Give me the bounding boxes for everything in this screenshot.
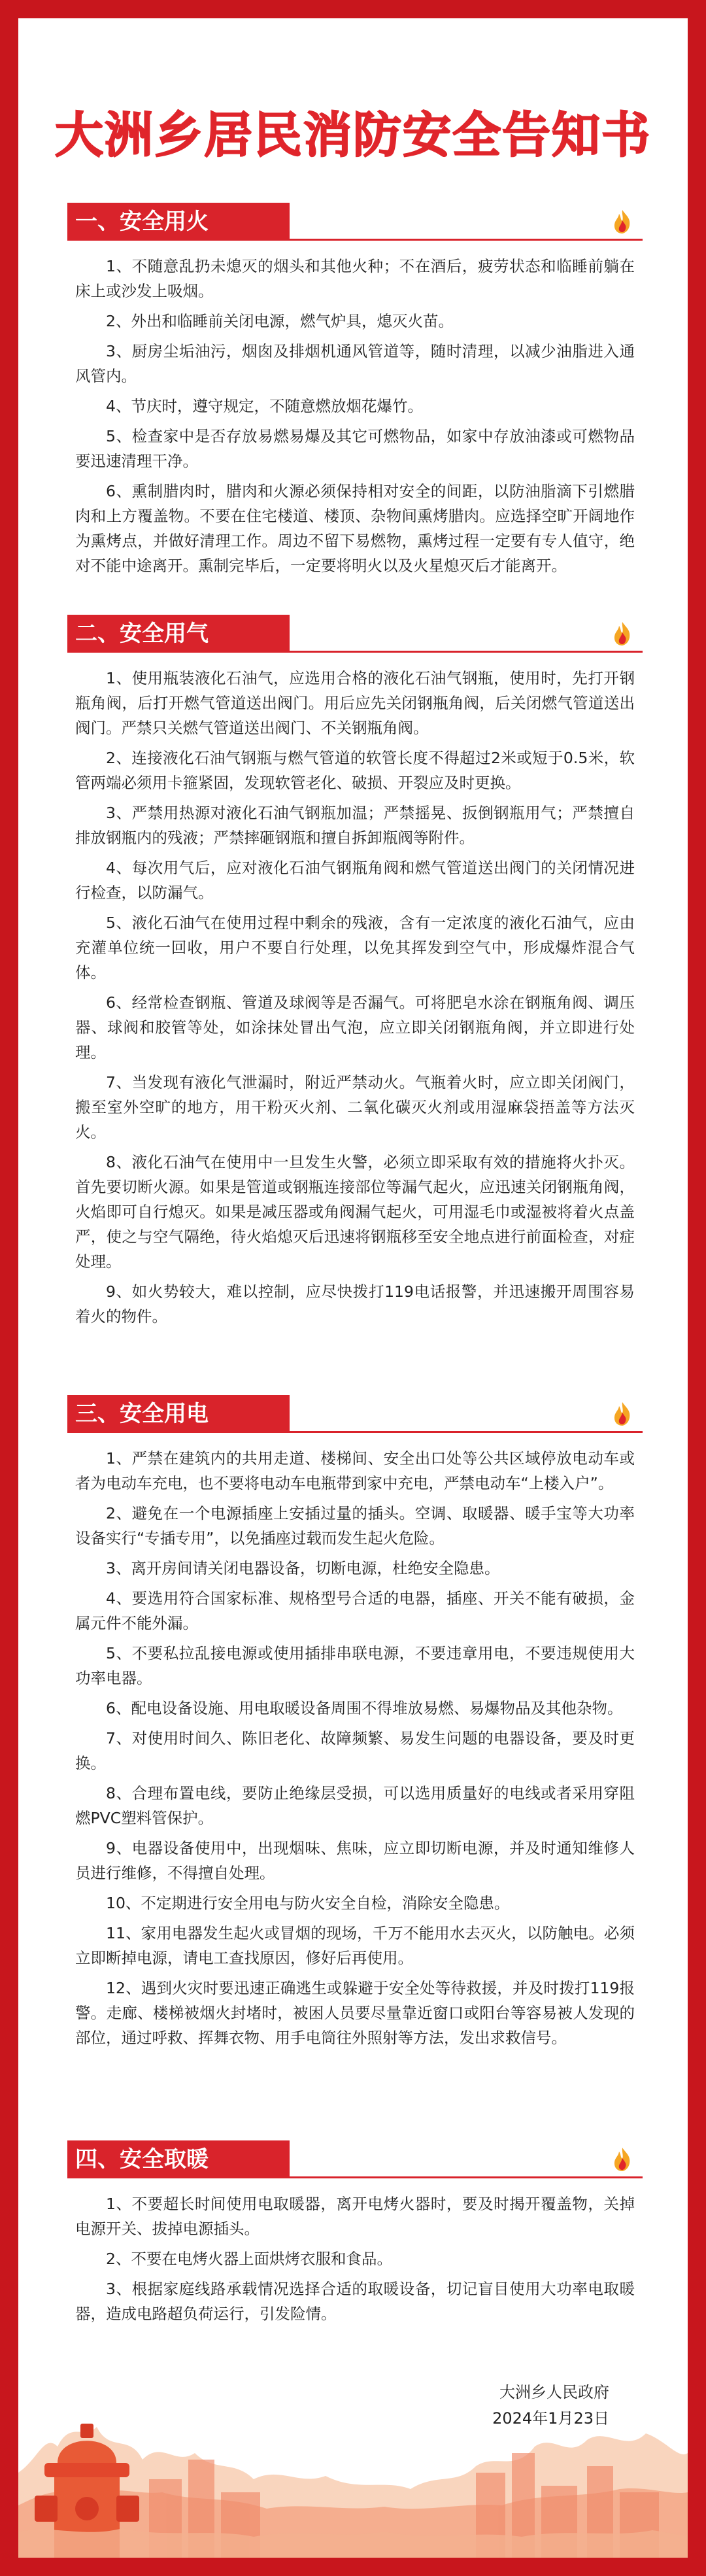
paragraph: 1、使用瓶装液化石油气，应选用合格的液化石油气钢瓶，使用时，先打开钢瓶角阀，后打开燃气管道送出阀门。用后应先关闭钢瓶角阀，后关闭燃气管道送出阀门。严禁只关燃气管道送出阀门、不关钢瓶角阀。 <box>75 669 635 737</box>
section-heating-safety <box>67 2140 643 2331</box>
section-underline <box>67 2176 643 2178</box>
paragraph: 3、离开房间请关闭电器设备，切断电源，杜绝安全隐患。 <box>106 1559 500 1577</box>
section-header <box>67 203 643 241</box>
paragraph: 9、电器设备使用中，出现烟味、焦味，应立即切断电源，并及时通知维修人员进行维修，不得擅自处理。 <box>75 1839 635 1882</box>
paragraph: 6、配电设备设施、用电取暖设备周围不得堆放易燃、易爆物品及其他杂物。 <box>106 1699 623 1717</box>
paragraph: 6、经常检查钢瓶、管道及球阀等是否漏气。可将肥皂水涂在钢瓶角阀、调压器、球阀和胶管等处，如涂抹处冒出气泡，应立即关闭钢瓶角阀，并立即进行处理。 <box>75 993 635 1061</box>
flame-icon <box>611 2146 633 2172</box>
paragraph: 6、熏制腊肉时，腊肉和火源必须保持相对安全的间距，以防油脂滴下引燃腊肉和上方覆盖物。不要在住宅楼道、楼顶、杂物间熏烤腊肉。应选择空旷开阔地作为熏烤点，并做好清理工作。周边不留下易燃物，熏烤过程一定要有专人值守，绝对不能中途离开。熏制完毕后，一定要将明火以及火星熄灭后才能离开。 <box>75 482 635 575</box>
paragraph: 2、外出和临睡前关闭电源，燃气炉具，熄灭火苗。 <box>106 312 454 330</box>
section-underline <box>67 651 643 653</box>
flame-icon <box>611 621 633 647</box>
paragraph: 5、不要私拉乱接电源或使用插排串联电源，不要违章用电，不要违规使用大功率电器。 <box>75 1644 635 1687</box>
paragraph: 2、不要在电烤火器上面烘烤衣服和食品。 <box>106 2250 392 2268</box>
paragraph: 7、对使用时间久、陈旧老化、故障频繁、易发生问题的电器设备，要及时更换。 <box>75 1729 635 1772</box>
fire-illustration <box>18 2361 688 2558</box>
paragraph: 2、连接液化石油气钢瓶与燃气管道的软管长度不得超过2米或短于0.5米，软管两端必须用卡箍紧固，发现软管老化、破损、开裂应及时更换。 <box>75 749 635 792</box>
section-gas-safety <box>67 615 643 1334</box>
paragraph: 7、当发现有液化气泄漏时，附近严禁动火。气瓶着火时，应立即关闭阀门，搬至室外空旷的地方，用干粉灭火剂、二氧化碳灭火剂或用湿麻袋捂盖等方法灭火。 <box>75 1073 635 1141</box>
paragraph: 8、液化石油气在使用中一旦发生火警，必须立即采取有效的措施将火扑灭。首先要切断火源。如果是管道或钢瓶连接部位等漏气起火，应迅速关闭钢瓶角阀，火焰即可自行熄灭。如果是减压器或角阀漏气起火，可用湿毛巾或湿被将着火点盖严，使之与空气隔绝，待火焰熄灭后迅速将钢瓶移至安全地点进行前面检查，对症处理。 <box>75 1153 635 1271</box>
section-heading: 三、安全用电 <box>67 1395 290 1433</box>
section-fire-safety <box>67 203 643 583</box>
paragraph: 5、检查家中是否存放易燃易爆及其它可燃物品，如家中存放油漆或可燃物品要迅速清理干净。 <box>75 427 635 470</box>
page-title: 大洲乡居民消防安全告知书 <box>55 107 651 163</box>
paragraph: 12、遇到火灾时要迅速正确逃生或躲避于安全处等待救援，并及时拨打119报警。走廊、楼梯被烟火封堵时，被困人员要尽量靠近窗口或阳台等容易被人发现的部位，通过呼救、挥舞衣物、用手电筒往外照射等方法，发出求救信号。 <box>75 1979 635 2047</box>
paragraph: 4、要选用符合国家标准、规格型号合适的电器，插座、开关不能有破损，金属元件不能外漏。 <box>75 1589 635 1632</box>
paragraph: 1、严禁在建筑内的共用走道、楼梯间、安全出口处等公共区域停放电动车或者为电动车充电，也不要将电动车电瓶带到家中充电，严禁电动车“上楼入户”。 <box>75 1449 635 1492</box>
section-header <box>67 615 643 653</box>
paragraph: 3、根据家庭线路承载情况选择合适的取暖设备，切记盲目使用大功率电取暖器，造成电路超负荷运行，引发险情。 <box>75 2280 635 2323</box>
paragraph: 3、严禁用热源对液化石油气钢瓶加温；严禁摇晃、扳倒钢瓶用气；严禁擅自排放钢瓶内的残液；严禁摔砸钢瓶和擅自拆卸瓶阀等附件。 <box>75 804 635 847</box>
paragraph: 3、厨房尘垢油污，烟囱及排烟机通风管道等，随时清理，以减少油脂进入通风管内。 <box>75 342 635 385</box>
section-electric-safety <box>67 1395 643 2055</box>
section-body <box>67 666 643 1329</box>
notice-page <box>18 18 688 2558</box>
paragraph: 1、不随意乱扔未熄灭的烟头和其他火种；不在酒后，疲劳状态和临睡前躺在床上或沙发上吸烟。 <box>75 257 635 300</box>
section-heading: 四、安全取暖 <box>67 2140 290 2178</box>
section-underline <box>67 1431 643 1433</box>
signature-date: 2024年1月23日 <box>492 2409 609 2428</box>
flame-icon <box>611 1401 633 1427</box>
paragraph: 11、家用电器发生起火或冒烟的现场，千万不能用水去灭火，以防触电。必须立即断掉电源，请电工查找原因，修好后再使用。 <box>75 1924 635 1967</box>
section-heading: 二、安全用气 <box>67 615 290 653</box>
section-body <box>67 2191 643 2326</box>
paragraph: 2、避免在一个电源插座上安插过量的插头。空调、取暖器、暖手宝等大功率设备实行“专插专用”，以免插座过载而发生起火危险。 <box>75 1504 635 1547</box>
signature-org: 大洲乡人民政府 <box>499 2383 609 2401</box>
paragraph: 9、如火势较大，难以控制，应尽快拨打119电话报警，并迅速搬开周围容易着火的物件。 <box>75 1282 635 1326</box>
paragraph: 4、节庆时，遵守规定，不随意燃放烟花爆竹。 <box>106 397 423 415</box>
flame-icon <box>611 209 633 235</box>
paragraph: 5、液化石油气在使用过程中剩余的残液，含有一定浓度的液化石油气，应由充灌单位统一回收，用户不要自行处理，以免其挥发到空气中，形成爆炸混合气体。 <box>75 914 635 982</box>
section-header <box>67 2140 643 2178</box>
section-heading: 一、安全用火 <box>67 203 290 241</box>
section-underline <box>67 239 643 241</box>
paragraph: 4、每次用气后，应对液化石油气钢瓶角阀和燃气管道送出阀门的关闭情况进行检查，以防漏气。 <box>75 859 635 902</box>
paragraph: 1、不要超长时间使用电取暖器，离开电烤火器时，要及时揭开覆盖物，关掉电源开关、拔掉电源插头。 <box>75 2195 635 2238</box>
section-header <box>67 1395 643 1433</box>
section-body <box>67 254 643 578</box>
paragraph: 8、合理布置电线，要防止绝缘层受损，可以选用质量好的电线或者采用穿阻燃PVC塑料管保护。 <box>75 1784 635 1827</box>
section-body <box>67 1446 643 2050</box>
paragraph: 10、不定期进行安全用电与防火安全自检，消除安全隐患。 <box>106 1894 510 1912</box>
